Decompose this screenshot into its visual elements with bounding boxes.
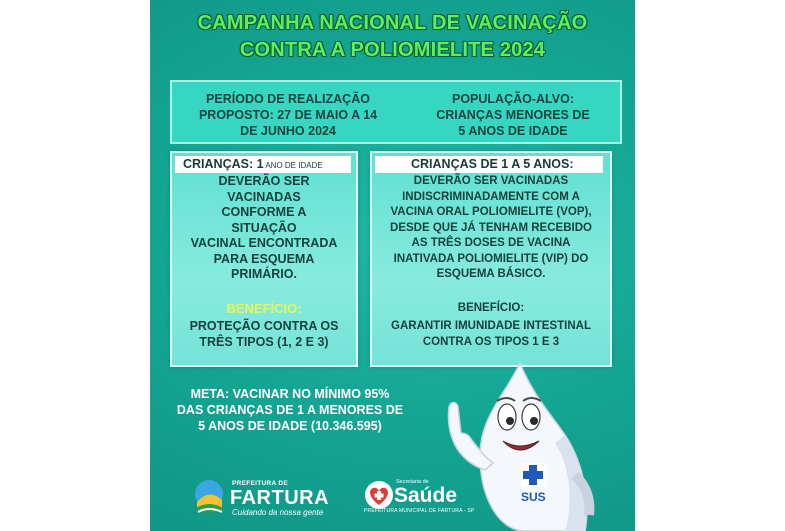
body-line: VACINADAS [227, 189, 301, 204]
body-line: PARA ESQUEMA [213, 251, 315, 266]
population-line-1: POPULAÇÃO-ALVO: [452, 92, 574, 106]
period-line-3: DE JUNHO 2024 [240, 124, 336, 138]
body-line: VACINAL ENCONTRADA [190, 236, 338, 250]
body-line: AS TRÊS DOSES DE VACINA [411, 237, 571, 249]
card-label [175, 156, 351, 173]
card-label: CRIANÇAS DE 1 A 5 ANOS: [375, 156, 603, 173]
saude-name: Saúde [394, 484, 458, 507]
fartura-name: FARTURA [230, 487, 330, 509]
benefit-line: TRÊS TIPOS (1, 2 E 3) [199, 334, 329, 349]
goal-line: DAS CRIANÇAS DE 1 A MENORES DE [176, 403, 404, 417]
benefit-title: BENEFÍCIO: [226, 301, 302, 316]
body-line: CONFORME A [221, 205, 307, 219]
vaccination-goal [170, 386, 410, 434]
left-white-margin [0, 0, 150, 531]
sus-badge [521, 463, 547, 504]
fartura-tagline: Cuidando da nossa gente [232, 508, 324, 517]
benefit-title: BENEFÍCIO: [457, 302, 525, 314]
body-line: ESQUEMA BÁSICO. [436, 268, 546, 280]
right-white-margin [635, 0, 785, 531]
card-one-to-five-children [370, 151, 612, 367]
period-line-2: PROPOSTO: 27 DE MAIO A 14 [198, 108, 378, 122]
period-line-1: PERÍODO DE REALIZAÇÃO [206, 92, 370, 106]
body-line: PRIMÁRIO. [231, 267, 297, 281]
benefit-line: CONTRA OS TIPOS 1 E 3 [422, 335, 560, 348]
saude-secretaria: Secretaria de [396, 479, 429, 485]
body-line: INDISCRIMINADAMENTE COM A [402, 190, 580, 203]
body-line: SITUAÇÃO [231, 220, 297, 235]
body-line: VACINA ORAL POLIOMIELITE (VOP), [390, 206, 592, 218]
card-label-main: CRIANÇAS: 1 [183, 157, 264, 171]
sus-label: SUS [521, 490, 546, 504]
body-line: INATIVADA POLIOMIELITE (VIP) DO [393, 252, 589, 265]
poster-title [150, 10, 635, 64]
benefit-text [372, 319, 610, 350]
body-line: DESDE QUE JÁ TENHAM RECEBIDO [390, 221, 592, 234]
heart-cross-icon [364, 480, 394, 510]
body-line: DEVERÃO SER [218, 174, 310, 188]
population-line-2: CRIANÇAS MENORES DE [436, 108, 590, 122]
saude-prefeitura: PREFEITURA MUNICIPAL DE FARTURA - SP [364, 508, 475, 514]
campaign-info-box [170, 80, 622, 144]
saude-logo [364, 478, 474, 518]
fartura-logo [192, 478, 342, 518]
fartura-emblem-icon [192, 478, 226, 516]
benefit-text [172, 319, 356, 350]
card-label-small: ANO DE IDADE [263, 161, 323, 170]
population-line-3: 5 ANOS DE IDADE [458, 124, 568, 138]
fartura-prefix: PREFEITURA DE [232, 480, 289, 487]
goal-line: META: VACINAR NO MÍNIMO 95% [190, 387, 390, 401]
benefit-line: PROTEÇÃO CONTRA OS [189, 319, 339, 333]
benefit-line: GARANTIR IMUNIDADE INTESTINAL [391, 320, 591, 332]
card-body [372, 174, 610, 283]
title-line-2: CONTRA A POLIOMIELITE 2024 [239, 39, 546, 61]
target-population-info [408, 91, 618, 139]
card-body [172, 174, 356, 283]
title-line-1: CAMPANHA NACIONAL DE VACINAÇÃO [197, 12, 588, 34]
goal-line: 5 ANOS DE IDADE (10.346.595) [198, 419, 382, 433]
body-line: DEVERÃO SER VACINADAS [413, 175, 569, 187]
card-one-year-children [170, 151, 358, 367]
period-info [178, 91, 398, 139]
